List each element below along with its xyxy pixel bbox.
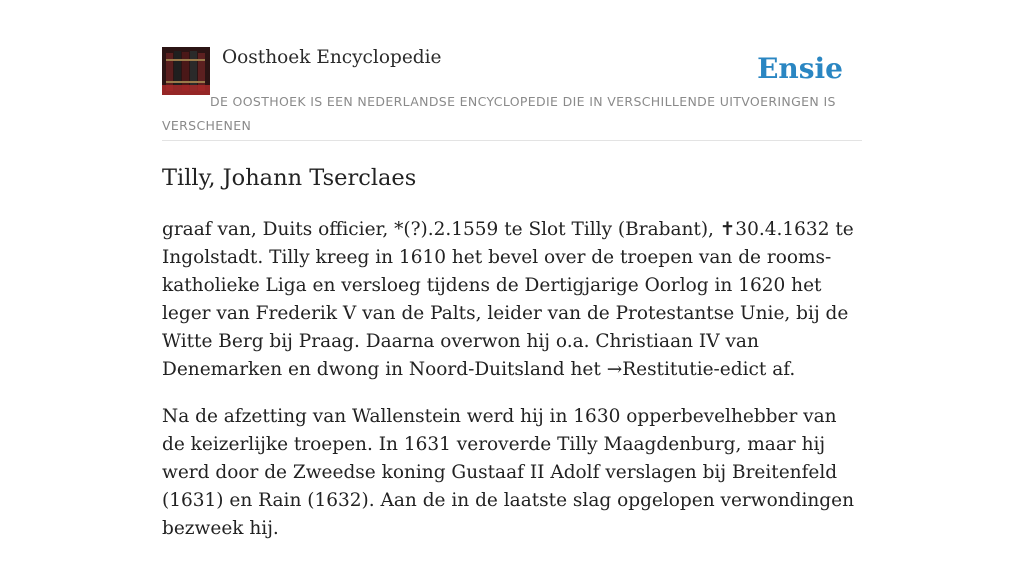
- article-title: Tilly, Johann Tserclaes: [162, 165, 417, 191]
- paragraph-1-tail: af.: [766, 359, 796, 380]
- books-image: [162, 47, 210, 95]
- paragraph-1-text: graaf van, Duits officier, *(?).2.1559 te Slot Tilly (Brabant), ✝30.4.1632 te Ingolstadt. Tilly kreeg in 1610 het bevel over de troepen van de rooms-katholieke Liga en versloeg tijdens de Dertigjarige Oorlog in 1620 het leger van Frederik V van de Palts, leider van de Protestantse Unie, bij de Witte Berg bij Praag. Daarna overwon hij o.a. Christiaan IV van Denemarken en dwong in Noord-Duitsland het: [162, 219, 854, 380]
- article-body: [162, 216, 862, 562]
- ensie-logo-link[interactable]: Ensie: [757, 52, 843, 85]
- encyclopedia-books-icon[interactable]: [162, 47, 210, 95]
- article-paragraph-1: [162, 216, 862, 384]
- site-tagline: DE OOSTHOEK IS EEN NEDERLANDSE ENCYCLOPEDIE DIE IN VERSCHILLENDE UITVOERINGEN IS VERSCHENEN: [162, 94, 836, 133]
- site-header: [162, 46, 862, 141]
- site-name[interactable]: Oosthoek Encyclopedie: [222, 47, 442, 68]
- article-paragraph-2: Na de afzetting van Wallenstein werd hij in 1630 opperbevelhebber van de keizerlijke troepen. In 1631 veroverde Tilly Maagdenburg, maar hij werd door de Zweedse koning Gustaaf II Adolf verslagen bij Breitenfeld (1631) en Rain (1632). Aan de in de laatste slag opgelopen verwondingen bezweek hij.: [162, 406, 855, 539]
- restitutie-edict-link[interactable]: →Restitutie-edict: [606, 359, 767, 380]
